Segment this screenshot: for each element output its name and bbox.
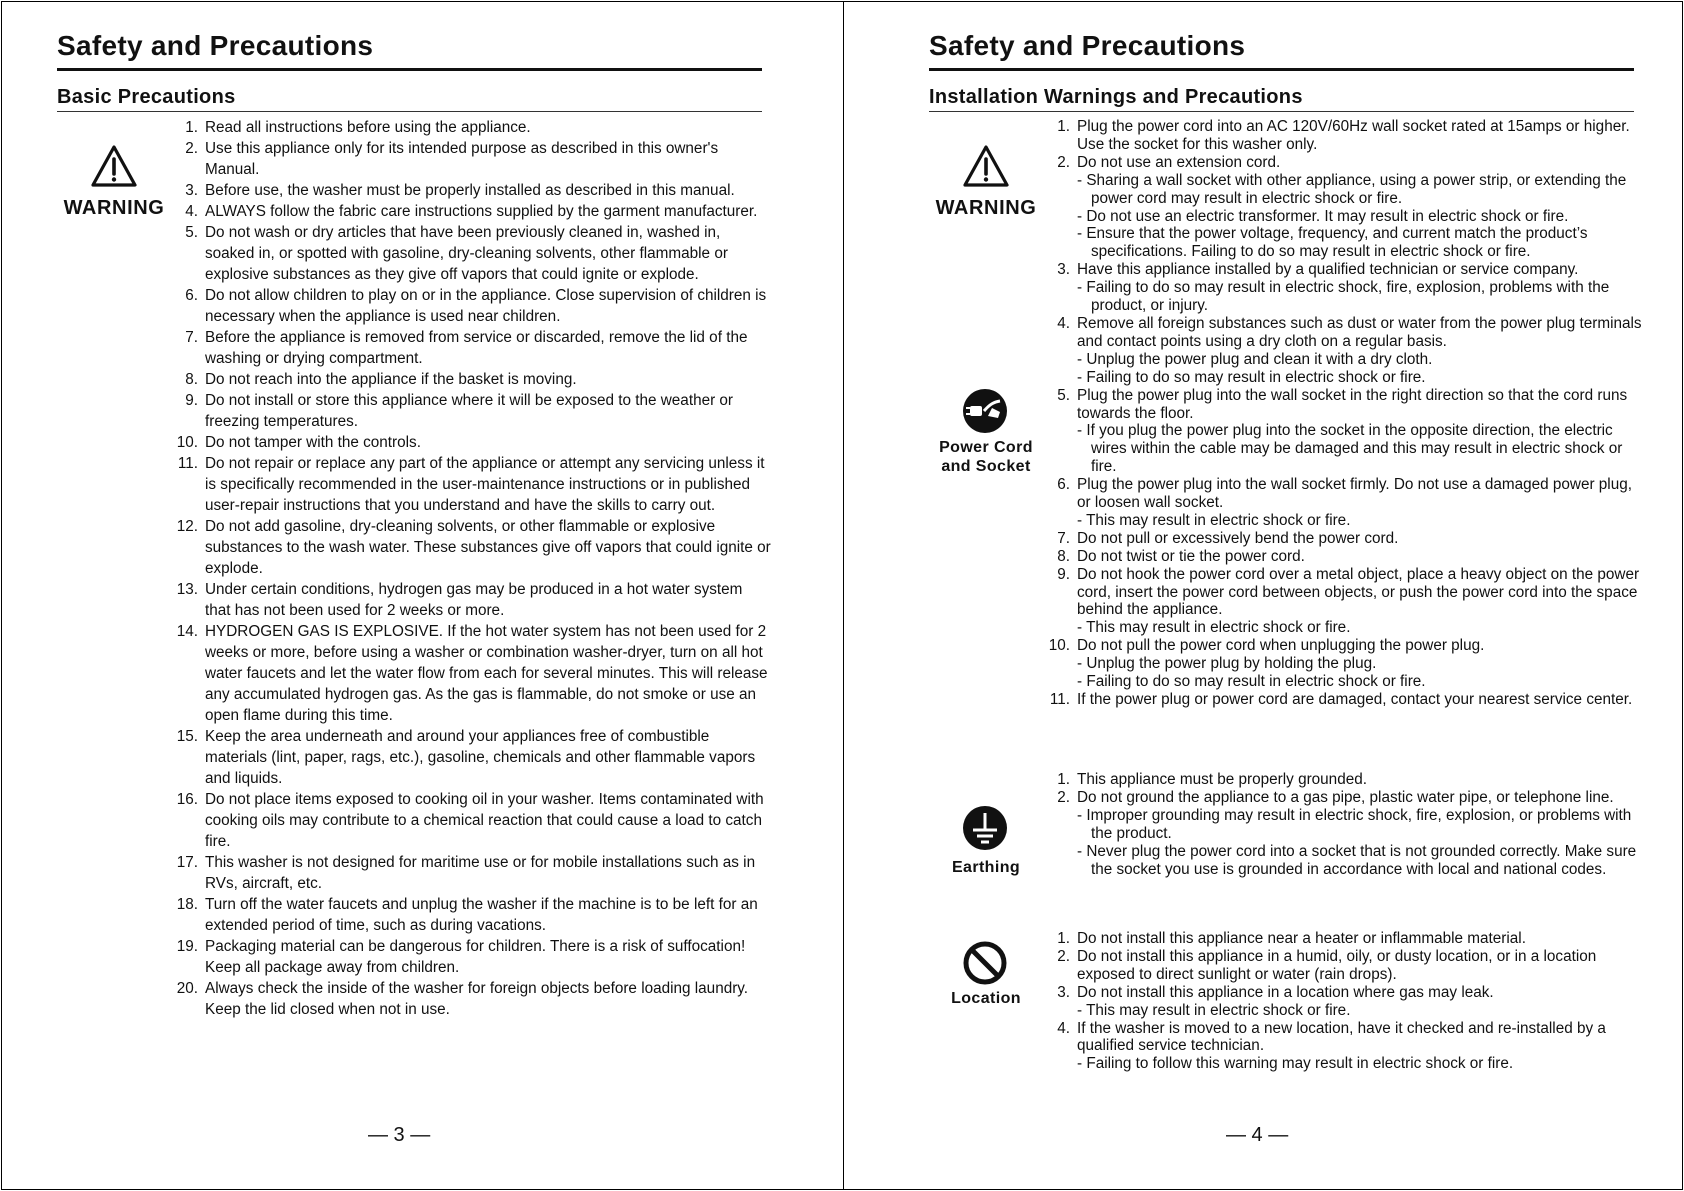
item-text: Plug the power plug into the wall socket firmly. Do not use a damaged power plug, or loosen wall socket. xyxy=(1077,476,1632,512)
title-rule xyxy=(57,68,762,71)
power-cord-list xyxy=(1034,118,1644,709)
item-number: 18. xyxy=(176,896,198,913)
list-item xyxy=(1034,118,1644,154)
item-body xyxy=(205,432,772,453)
item-body xyxy=(1077,118,1644,154)
item-text: Do not use an extension cord. xyxy=(1077,153,1281,171)
item-number: 2. xyxy=(1057,153,1070,171)
item-text: Do not reach into the appliance if the basket is moving. xyxy=(205,371,577,388)
list-item xyxy=(162,117,772,138)
power-cord-label-line1: Power Cord xyxy=(939,439,1033,456)
item-number: 3. xyxy=(185,182,198,199)
list-item xyxy=(1034,1020,1644,1074)
item-body xyxy=(1077,530,1644,548)
list-item xyxy=(162,432,772,453)
item-text: Do not pull or excessively bend the power cord. xyxy=(1077,529,1399,547)
item-body xyxy=(1077,930,1644,948)
item-body xyxy=(205,180,772,201)
sub-item: - Failing to follow this warning may result in electric shock or fire. xyxy=(1077,1055,1514,1073)
location-label: Location xyxy=(951,990,1021,1007)
warning-triangle-icon xyxy=(962,144,1010,188)
list-item xyxy=(1034,548,1644,566)
item-text: Remove all foreign substances such as dust or water from the power plug terminals and contact points using a dry cloth on a regular basis. xyxy=(1077,314,1642,350)
item-text: Do not wash or dry articles that have been previously cleaned in, washed in, soaked in, or spotted with gasoline, dry-cleaning solvents, other flammable or explosive substances as they give off vapors that could ignite or explode. xyxy=(205,224,728,283)
item-number: 4. xyxy=(185,203,198,220)
item-number: 3. xyxy=(1057,983,1070,1001)
section-rule xyxy=(929,111,1634,112)
item-text: Do not ground the appliance to a gas pipe, plastic water pipe, or telephone line. xyxy=(1077,788,1614,806)
item-body xyxy=(205,516,772,579)
item-text: Do not tamper with the controls. xyxy=(205,434,421,451)
page-number: — 4 — xyxy=(1226,1124,1289,1146)
item-text: Do not twist or tie the power cord. xyxy=(1077,547,1305,565)
item-body xyxy=(205,390,772,432)
sub-item: - If you plug the power plug into the socket in the opposite direction, the electric wires within the cable may be damaged and this may result in electric shock or fire. xyxy=(1077,422,1623,476)
list-item xyxy=(1034,789,1644,879)
item-body xyxy=(1077,315,1644,387)
item-text: Before the appliance is removed from service or discarded, remove the lid of the washing or drying compartment. xyxy=(205,329,748,367)
item-text: If the power plug or power cord are damaged, contact your nearest service center. xyxy=(1077,691,1633,708)
item-body xyxy=(205,726,772,789)
item-text: Do not repair or replace any part of the appliance or attempt any servicing unless it is specifically recommended in the user-maintenance instructions or in published user-repair instructions that you understand and have the skills to carry out. xyxy=(205,455,765,514)
item-body xyxy=(1077,154,1644,261)
list-item xyxy=(162,453,772,516)
item-number: 10. xyxy=(176,434,198,451)
item-number: 20. xyxy=(176,980,198,997)
section-title: Basic Precautions xyxy=(57,86,236,108)
sub-item: - Sharing a wall socket with other appliance, using a power strip, or extending the power cord may result in electric shock or fire. xyxy=(1077,171,1627,207)
prohibited-icon xyxy=(962,940,1008,986)
item-text: Packaging material can be dangerous for children. There is a risk of suffocation! Keep all package away from children. xyxy=(205,938,746,976)
item-body xyxy=(1077,476,1644,530)
item-text: Use this appliance only for its intended purpose as described in this owner's Manual. xyxy=(205,140,719,178)
page-title: Safety and Precautions xyxy=(57,30,374,61)
item-body xyxy=(205,201,772,222)
item-number: 9. xyxy=(1057,565,1070,583)
item-number: 7. xyxy=(1057,529,1070,547)
sub-item: - Never plug the power cord into a socket that is not grounded correctly. Make sure the socket you use is grounded in accordance with local and national codes. xyxy=(1077,842,1637,878)
item-number: 9. xyxy=(185,392,198,409)
list-item xyxy=(162,579,772,621)
list-item xyxy=(1034,530,1644,548)
item-text: Keep the area underneath and around your appliances free of combustible materials (lint, paper, rags, etc.), gasoline, chemicals and other flammable vapors and liquids. xyxy=(205,728,756,787)
item-body xyxy=(205,579,772,621)
sub-item: - Failing to do so may result in electric shock or fire. xyxy=(1077,673,1426,691)
sub-item: - Ensure that the power voltage, frequency, and current match the product’s specifications. Failing to do so may result in electric shock or fire. xyxy=(1077,225,1588,261)
item-text: Always check the inside of the washer for foreign objects before loading laundry. Keep the lid closed when not in use. xyxy=(205,980,749,1018)
item-text: Do not pull the power cord when unplugging the power plug. xyxy=(1077,637,1485,655)
item-body xyxy=(205,894,772,936)
list-item xyxy=(1034,387,1644,477)
list-item xyxy=(162,852,772,894)
item-text: Turn off the water faucets and unplug the washer if the machine is to be left for an extended period of time, such as during vacations. xyxy=(205,896,758,934)
ground-icon xyxy=(962,805,1008,851)
item-body xyxy=(1077,691,1644,709)
list-item xyxy=(1034,261,1644,315)
item-body xyxy=(205,852,772,894)
item-text: Do not hook the power cord over a metal object, place a heavy object on the power cord, insert the power cord between objects, or push the power cord into the space behind the appliance. xyxy=(1077,565,1640,619)
sub-item: - Failing to do so may result in electric shock or fire. xyxy=(1077,368,1426,386)
warning-triangle-icon xyxy=(90,144,138,188)
item-body xyxy=(1077,948,1644,984)
item-number: 1. xyxy=(1057,771,1070,788)
item-number: 2. xyxy=(185,140,198,157)
sub-item: - Improper grounding may result in electric shock, fire, explosion, or problems with the product. xyxy=(1077,806,1632,842)
earthing-list xyxy=(1034,771,1644,878)
manual-spread xyxy=(1,1,1683,1190)
item-number: 17. xyxy=(176,854,198,871)
sub-item: - Failing to do so may result in electric shock, fire, explosion, problems with the product, or injury. xyxy=(1077,279,1610,315)
item-body xyxy=(1077,637,1644,691)
item-text: Plug the power cord into an AC 120V/60Hz wall socket rated at 15amps or higher. Use the socket for this washer only. xyxy=(1077,118,1630,153)
item-number: 13. xyxy=(176,581,198,598)
item-text: Read all instructions before using the appliance. xyxy=(205,119,531,136)
list-item xyxy=(162,936,772,978)
item-number: 8. xyxy=(185,371,198,388)
item-number: 2. xyxy=(1057,788,1070,806)
item-body xyxy=(205,621,772,726)
item-number: 5. xyxy=(185,224,198,241)
list-item xyxy=(162,894,772,936)
item-text: Have this appliance installed by a qualified technician or service company. xyxy=(1077,261,1579,279)
list-item xyxy=(162,516,772,579)
item-number: 11. xyxy=(1049,691,1070,708)
item-text: Do not allow children to play on or in the appliance. Close supervision of children is necessary when the appliance is used near children. xyxy=(205,287,767,325)
list-item xyxy=(1034,476,1644,530)
warning-label: WARNING xyxy=(63,197,165,219)
item-text: Before use, the washer must be properly installed as described in this manual. xyxy=(205,182,735,199)
item-text: Do not place items exposed to cooking oil in your washer. Items contaminated with cooking oils may contribute to a chemical reaction that could cause a load to catch fire. xyxy=(205,791,764,850)
power-cord-label xyxy=(930,438,1042,476)
item-body xyxy=(1077,771,1644,789)
item-text: Do not install or store this appliance where it will be exposed to the weather or freezing temperatures. xyxy=(205,392,734,430)
basic-precautions-list xyxy=(162,117,772,1020)
item-number: 7. xyxy=(185,329,198,346)
item-body xyxy=(205,327,772,369)
item-body xyxy=(1077,387,1644,477)
item-body xyxy=(205,453,772,516)
section-title: Installation Warnings and Precautions xyxy=(929,86,1303,108)
item-text: Do not install this appliance near a heater or inflammable material. xyxy=(1077,930,1526,947)
list-item xyxy=(1034,771,1644,789)
item-body xyxy=(205,117,772,138)
item-text: This washer is not designed for maritime use or for mobile installations such as in RVs, aircraft, etc. xyxy=(205,854,756,892)
list-item xyxy=(162,180,772,201)
item-body xyxy=(1077,261,1644,315)
list-item xyxy=(162,726,772,789)
sub-item: - Unplug the power plug and clean it with a dry cloth. xyxy=(1077,350,1433,368)
item-number: 2. xyxy=(1057,947,1070,965)
list-item xyxy=(162,327,772,369)
list-item xyxy=(1034,691,1644,709)
item-body xyxy=(205,789,772,852)
page-fold-divider xyxy=(843,2,844,1189)
list-item xyxy=(162,222,772,285)
item-body xyxy=(205,285,772,327)
page-3 xyxy=(2,2,842,1189)
power-cord-label-line2: and Socket xyxy=(941,458,1031,475)
list-item xyxy=(1034,984,1644,1020)
item-body xyxy=(205,222,772,285)
item-text: Do not add gasoline, dry-cleaning solvents, or other flammable or explosive substances to the wash water. These substances give off vapors that could ignite or explode. xyxy=(205,518,771,577)
page-4 xyxy=(874,2,1684,1189)
item-text: Under certain conditions, hydrogen gas may be produced in a hot water system that has not been used for 2 weeks or more. xyxy=(205,581,743,619)
list-item xyxy=(162,201,772,222)
sub-item: - This may result in electric shock or fire. xyxy=(1077,1001,1351,1019)
item-body xyxy=(1077,789,1644,879)
item-number: 5. xyxy=(1057,386,1070,404)
list-item xyxy=(1034,566,1644,638)
list-item xyxy=(162,138,772,180)
location-list xyxy=(1034,930,1644,1073)
item-text: Plug the power plug into the wall socket in the right direction so that the cord runs towards the floor. xyxy=(1077,386,1628,422)
list-item xyxy=(162,390,772,432)
sub-item: - Do not use an electric transformer. It may result in electric shock or fire. xyxy=(1077,207,1569,225)
sub-item: - This may result in electric shock or fire. xyxy=(1077,619,1351,637)
item-number: 14. xyxy=(176,623,198,640)
item-text: Do not install this appliance in a location where gas may leak. xyxy=(1077,983,1494,1001)
page-number: — 3 — xyxy=(368,1124,431,1146)
list-item xyxy=(162,978,772,1020)
unplug-icon xyxy=(962,388,1008,434)
item-body xyxy=(1077,984,1644,1020)
item-number: 15. xyxy=(176,728,198,745)
item-number: 19. xyxy=(176,938,198,955)
list-item xyxy=(1034,948,1644,984)
list-item xyxy=(162,789,772,852)
warning-label: WARNING xyxy=(935,197,1037,219)
item-text: ALWAYS follow the fabric care instructions supplied by the garment manufacturer. xyxy=(205,203,758,220)
item-number: 1. xyxy=(1057,118,1070,135)
title-rule xyxy=(929,68,1634,71)
list-item xyxy=(162,285,772,327)
item-body xyxy=(1077,548,1644,566)
item-number: 6. xyxy=(1057,476,1070,494)
earthing-label: Earthing xyxy=(951,859,1021,876)
item-number: 8. xyxy=(1057,547,1070,565)
item-text: Do not install this appliance in a humid, oily, or dusty location, or in a location exposed to direct sunlight or water (rain drops). xyxy=(1077,947,1597,983)
section-rule xyxy=(57,111,762,112)
item-number: 12. xyxy=(176,518,198,535)
item-text: If the washer is moved to a new location, have it checked and re-installed by a qualified service technician. xyxy=(1077,1019,1606,1055)
list-item xyxy=(162,621,772,726)
item-number: 6. xyxy=(185,287,198,304)
list-item xyxy=(1034,315,1644,387)
item-number: 4. xyxy=(1057,1019,1070,1037)
list-item xyxy=(1034,154,1644,261)
item-number: 16. xyxy=(176,791,198,808)
sub-item: - Unplug the power plug by holding the plug. xyxy=(1077,655,1377,673)
item-number: 11. xyxy=(177,455,198,472)
item-body xyxy=(205,936,772,978)
item-text: This appliance must be properly grounded. xyxy=(1077,771,1367,788)
item-body xyxy=(205,978,772,1020)
list-item xyxy=(1034,930,1644,948)
item-number: 4. xyxy=(1057,314,1070,332)
item-body xyxy=(1077,566,1644,638)
list-item xyxy=(162,369,772,390)
item-body xyxy=(205,369,772,390)
item-body xyxy=(1077,1020,1644,1074)
item-number: 1. xyxy=(185,119,198,136)
page-title: Safety and Precautions xyxy=(929,30,1246,61)
item-body xyxy=(205,138,772,180)
list-item xyxy=(1034,637,1644,691)
sub-item: - This may result in electric shock or fire. xyxy=(1077,511,1351,529)
item-number: 10. xyxy=(1048,637,1070,655)
item-number: 3. xyxy=(1057,261,1070,279)
item-text: HYDROGEN GAS IS EXPLOSIVE. If the hot water system has not been used for 2 weeks or more, before using a washer or combination washer-dryer, turn on all hot water faucets and let the water flow from each for several minutes. This will release any accumulated hydrogen gas. As the gas is flammable, do not smoke or use an open flame during this time. xyxy=(205,623,768,724)
item-number: 1. xyxy=(1057,930,1070,947)
